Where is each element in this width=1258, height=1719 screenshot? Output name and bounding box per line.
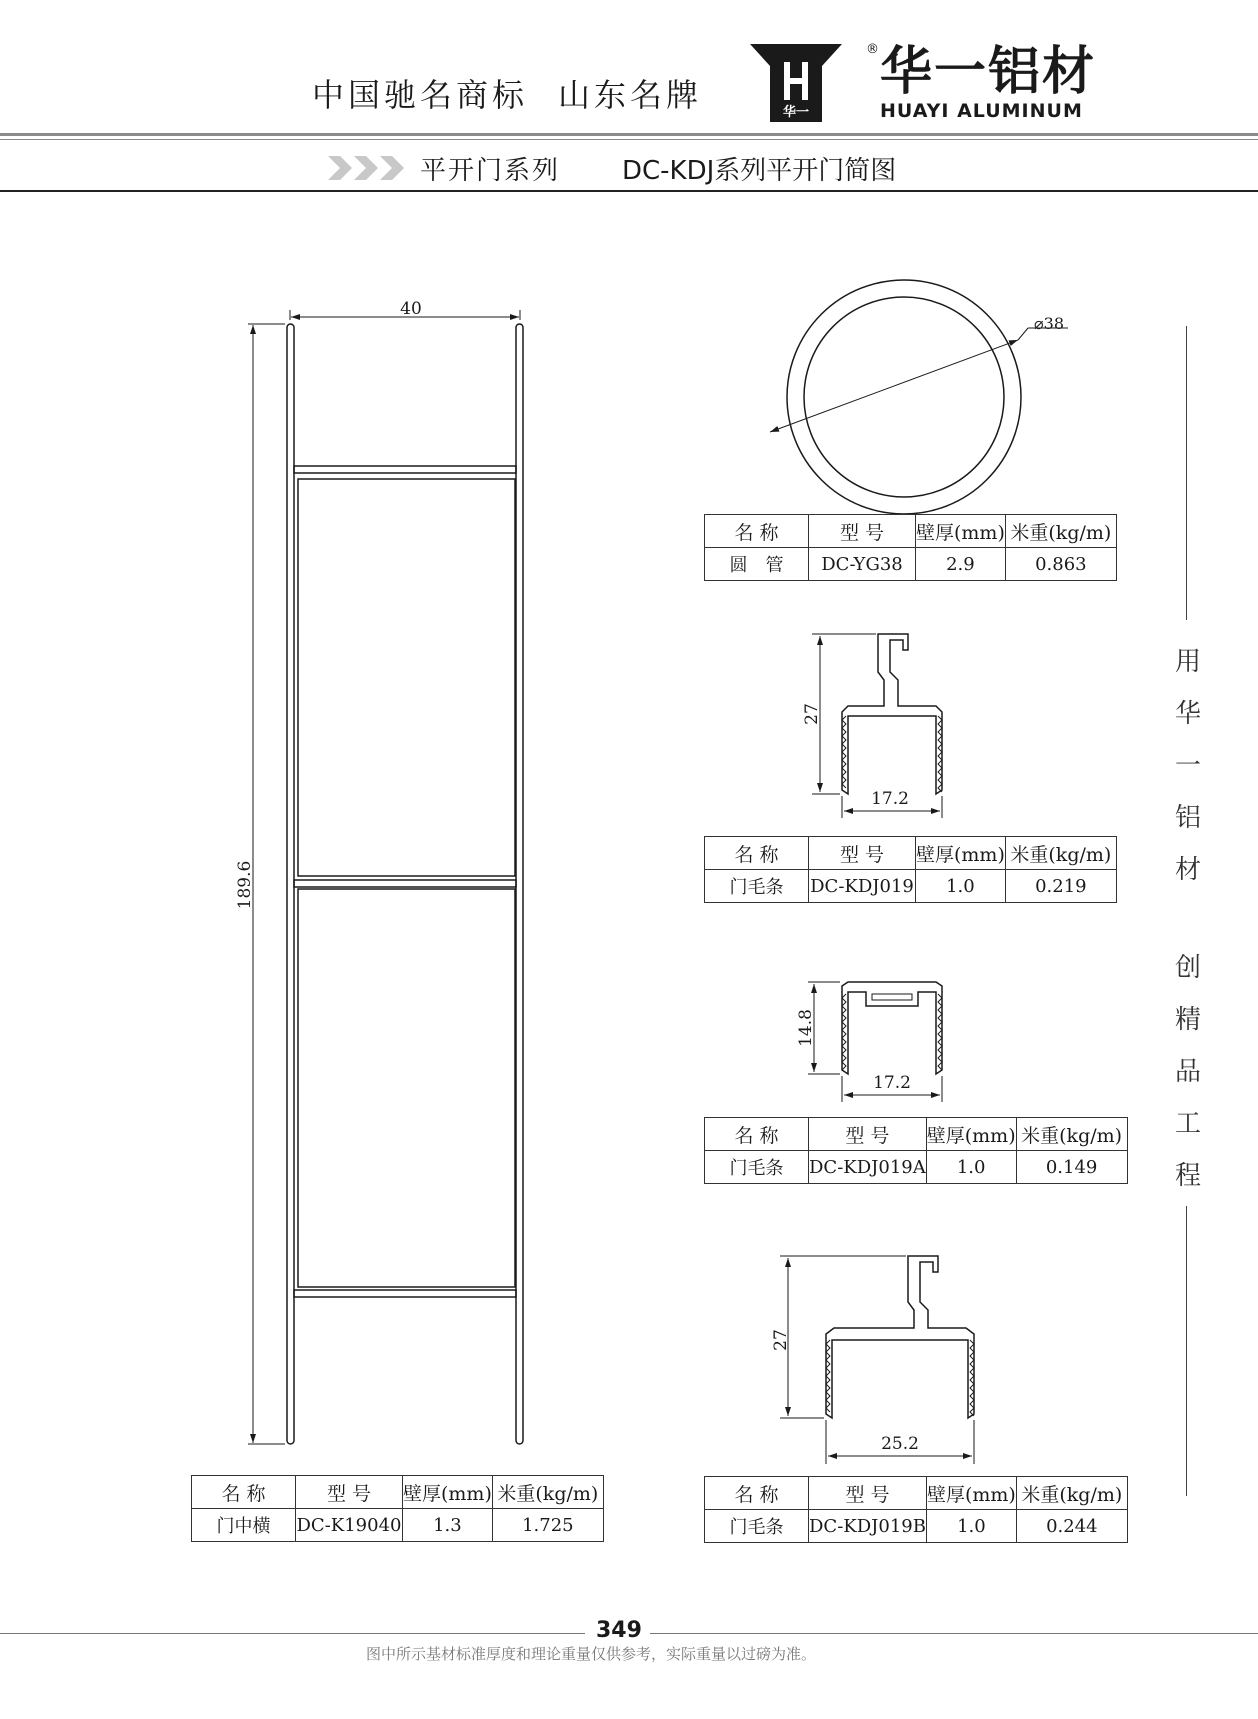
col-weight: 米重(kg/m) (1016, 1118, 1127, 1151)
cell-weight: 0.863 (1005, 548, 1116, 581)
col-weight: 米重(kg/m) (492, 1476, 603, 1509)
dim-width-40: 40 (400, 299, 422, 319)
cell-name: 门毛条 (705, 1510, 809, 1543)
cell-model: DC-YG38 (809, 548, 916, 581)
vslogan-char: 精 (1174, 1005, 1201, 1035)
spec-table-dc-k19040 (191, 1475, 604, 1542)
dim-width-25-2: 25.2 (881, 1434, 919, 1454)
cell-thickness: 1.0 (916, 870, 1006, 903)
vslogan-char: 材 (1174, 855, 1201, 885)
dim-height-27-b: 27 (771, 1329, 791, 1351)
cell-model: DC-K19040 (296, 1509, 403, 1542)
brand-name-en: HUAYI ALUMINUM (880, 100, 1083, 122)
vslogan-gap (1172, 896, 1204, 942)
brand-name-cn: 华一铝材 (880, 42, 1097, 102)
cell-weight: 0.219 (1005, 870, 1116, 903)
col-model: 型 号 (296, 1476, 403, 1509)
cell-name: 门毛条 (705, 1151, 809, 1184)
col-weight: 米重(kg/m) (1005, 515, 1116, 548)
cell-model: DC-KDJ019 (809, 870, 916, 903)
col-weight: 米重(kg/m) (1005, 837, 1116, 870)
col-model: 型 号 (809, 1118, 927, 1151)
spec-table-dc-kdj019 (704, 836, 1117, 903)
cell-model: DC-KDJ019A (809, 1151, 927, 1184)
registered-mark: ® (866, 42, 879, 57)
cell-thickness: 1.0 (926, 1151, 1016, 1184)
cell-thickness: 1.3 (403, 1509, 493, 1542)
vslogan-char: 创 (1174, 953, 1201, 983)
profile-dc-kdj019b-drawing (780, 1256, 974, 1464)
spec-table-dc-kdj019b (704, 1476, 1128, 1543)
dim-diameter-38: ⌀38 (1034, 314, 1064, 333)
cell-name: 门毛条 (705, 870, 809, 903)
dim-height-27: 27 (802, 703, 822, 725)
col-thickness: 壁厚(mm) (926, 1477, 1016, 1510)
vslogan-char: 用 (1174, 647, 1201, 677)
col-thickness: 壁厚(mm) (916, 837, 1006, 870)
col-model: 型 号 (809, 1477, 927, 1510)
dim-width-17-2: 17.2 (871, 789, 909, 809)
series-title: 平开门系列 (420, 156, 561, 186)
slogan-shandong-brand: 山东名牌 (558, 76, 703, 114)
vslogan-char: 品 (1174, 1057, 1201, 1087)
footer-note: 图中所示基材标准厚度和理论重量仅供参考，实际重量以过磅为准。 (366, 1645, 817, 1663)
vertical-rule-bottom (1186, 1206, 1187, 1496)
col-name: 名 称 (705, 1477, 809, 1510)
col-thickness: 壁厚(mm) (926, 1118, 1016, 1151)
profile-dc-yg38-drawing (770, 280, 1068, 514)
vslogan-char: 华 (1174, 699, 1201, 729)
footer-rule-left (0, 1633, 585, 1634)
col-name: 名 称 (705, 515, 809, 548)
col-model: 型 号 (809, 837, 916, 870)
cell-model: DC-KDJ019B (809, 1510, 927, 1543)
col-name: 名 称 (192, 1476, 296, 1509)
col-thickness: 壁厚(mm) (403, 1476, 493, 1509)
vslogan-char: 程 (1174, 1161, 1201, 1191)
dim-width-17-2-a: 17.2 (873, 1073, 911, 1093)
cell-weight: 0.244 (1016, 1510, 1127, 1543)
vertical-rule-top (1186, 326, 1187, 620)
col-name: 名 称 (705, 1118, 809, 1151)
cell-name: 圆 管 (705, 548, 809, 581)
cell-weight: 0.149 (1016, 1151, 1127, 1184)
vslogan-char: 工 (1174, 1109, 1201, 1139)
col-model: 型 号 (809, 515, 916, 548)
col-thickness: 壁厚(mm) (916, 515, 1006, 548)
dim-height-189-6: 189.6 (235, 860, 255, 910)
spec-table-dc-yg38 (704, 514, 1117, 581)
cell-name: 门中横 (192, 1509, 296, 1542)
dim-height-14-8: 14.8 (796, 1009, 816, 1047)
profile-dc-k19040-drawing (248, 310, 523, 1444)
cell-thickness: 2.9 (916, 548, 1006, 581)
footer-rule-right (650, 1633, 1258, 1634)
spec-table-dc-kdj019a (704, 1117, 1128, 1184)
cell-thickness: 1.0 (926, 1510, 1016, 1543)
page-subtitle: DC-KDJ系列平开门简图 (622, 156, 897, 186)
slogan-famous-trademark: 中国驰名商标 (312, 76, 529, 114)
logo-text: 华一 (782, 105, 810, 120)
vertical-slogan (1172, 636, 1204, 1202)
vslogan-char: 一 (1174, 751, 1201, 781)
page-number: 349 (596, 1618, 642, 1643)
col-name: 名 称 (705, 837, 809, 870)
col-weight: 米重(kg/m) (1016, 1477, 1127, 1510)
cell-weight: 1.725 (492, 1509, 603, 1542)
vslogan-char: 铝 (1174, 803, 1201, 833)
